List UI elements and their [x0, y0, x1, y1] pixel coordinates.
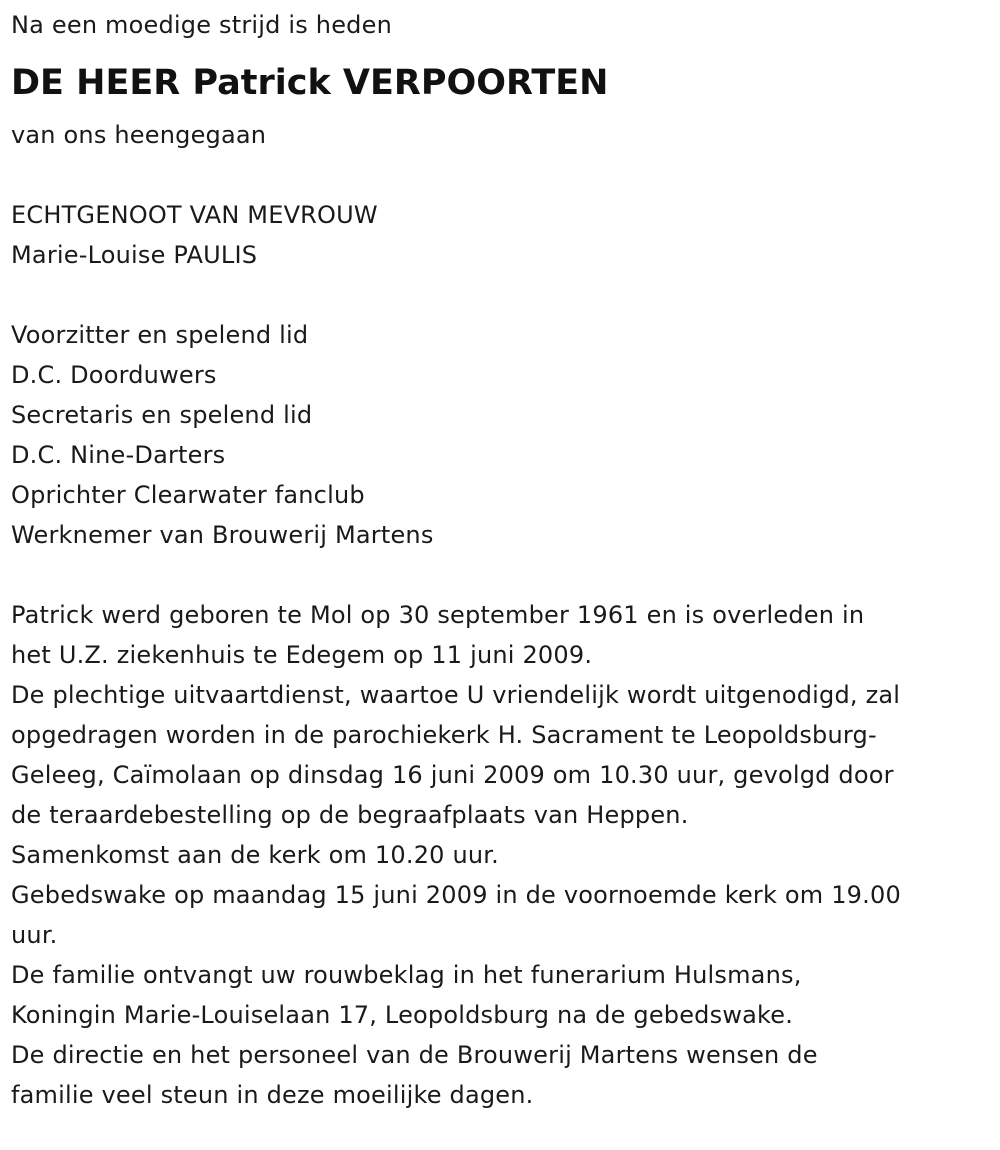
- body-line: Geleeg, Caïmolaan op dinsdag 16 juni 2009 om 10.30 uur, gevolgd door: [11, 761, 894, 789]
- role-line: Werknemer van Brouwerij Martens: [11, 521, 434, 549]
- body-line: uur.: [11, 921, 58, 949]
- spouse-title: ECHTGENOOT VAN MEVROUW: [11, 201, 378, 229]
- body-line: Koningin Marie-Louiselaan 17, Leopoldsburg na de gebedswake.: [11, 1001, 794, 1029]
- body-line: De plechtige uitvaartdienst, waartoe U vriendelijk wordt uitgenodigd, zal: [11, 681, 901, 709]
- body-line: Gebedswake op maandag 15 juni 2009 in de voornoemde kerk om 19.00: [11, 881, 901, 909]
- body-line: opgedragen worden in de parochiekerk H. Sacrament te Leopoldsburg-: [11, 721, 877, 749]
- body-line: Patrick werd geboren te Mol op 30 september 1961 en is overleden in: [11, 601, 865, 629]
- body-line: Samenkomst aan de kerk om 10.20 uur.: [11, 841, 499, 869]
- role-line: Voorzitter en spelend lid: [11, 321, 309, 349]
- role-line: Secretaris en spelend lid: [11, 401, 313, 429]
- body-line: de teraardebestelling op de begraafplaats van Heppen.: [11, 801, 689, 829]
- spouse-name: Marie-Louise PAULIS: [11, 241, 258, 269]
- role-line: Oprichter Clearwater fanclub: [11, 481, 365, 509]
- spacer: [11, 155, 986, 195]
- body-line: De directie en het personeel van de Brouwerij Martens wensen de: [11, 1041, 818, 1069]
- spacer: [11, 275, 986, 315]
- body-text: [11, 595, 986, 1115]
- spacer: [11, 555, 986, 595]
- intro-text: Na een moedige strijd is heden: [11, 11, 392, 39]
- roles-list: [11, 315, 986, 555]
- body-line: familie veel steun in deze moeilijke dagen.: [11, 1081, 534, 1109]
- body-line: het U.Z. ziekenhuis te Edegem op 11 juni 2009.: [11, 641, 593, 669]
- obituary-notice: [11, 0, 986, 1115]
- body-line: De familie ontvangt uw rouwbeklag in het funerarium Hulsmans,: [11, 961, 802, 989]
- role-line: D.C. Doorduwers: [11, 361, 217, 389]
- role-line: D.C. Nine-Darters: [11, 441, 226, 469]
- passed-text: van ons heengegaan: [11, 121, 267, 149]
- deceased-name: DE HEER Patrick VERPOORTEN: [11, 63, 609, 103]
